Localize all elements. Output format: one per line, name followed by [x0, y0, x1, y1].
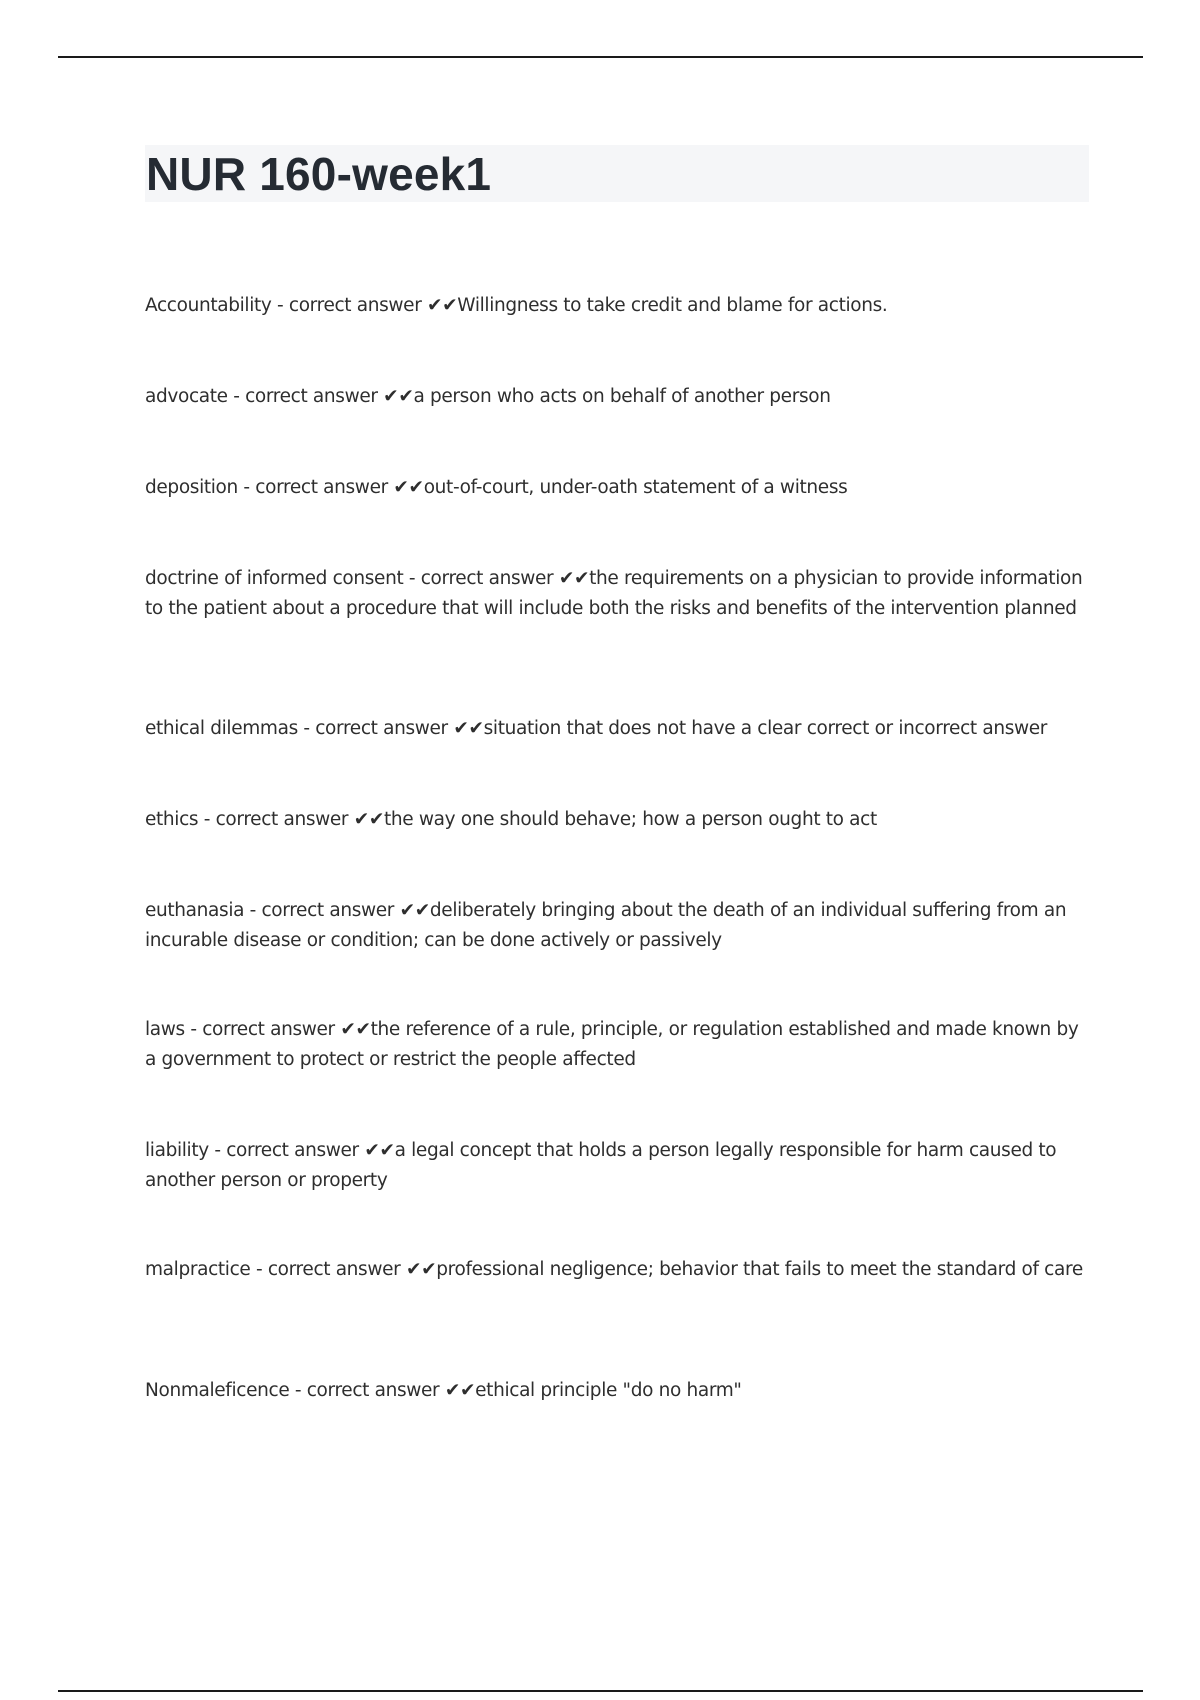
bottom-rule [58, 1690, 1143, 1692]
glossary-entry: Nonmaleficence - correct answer ✔✔ethical principle "do no harm" [145, 1380, 742, 1401]
top-rule [58, 56, 1143, 58]
glossary-entry: euthanasia - correct answer ✔✔deliberately bringing about the death of an individual suffering from an incurable disease or condition; can be done actively or passively [145, 900, 1067, 951]
glossary-entry: malpractice - correct answer ✔✔professional negligence; behavior that fails to meet the standard of care [145, 1259, 1083, 1280]
glossary-entry: doctrine of informed consent - correct answer ✔✔the requirements on a physician to provide information to the patient about a procedure that will include both the risks and benefits of the intervention planned [145, 568, 1083, 619]
glossary-entry: Accountability - correct answer ✔✔Willingness to take credit and blame for actions. [145, 295, 888, 316]
glossary-entry: deposition - correct answer ✔✔out-of-court, under-oath statement of a witness [145, 477, 848, 498]
glossary-entry: advocate - correct answer ✔✔a person who acts on behalf of another person [145, 386, 831, 407]
glossary-entry: ethical dilemmas - correct answer ✔✔situation that does not have a clear correct or incorrect answer [145, 718, 1048, 739]
glossary-entry: liability - correct answer ✔✔a legal concept that holds a person legally responsible for harm caused to another person or property [145, 1140, 1057, 1191]
glossary-entry: laws - correct answer ✔✔the reference of a rule, principle, or regulation established and made known by a government to protect or restrict the people affected [145, 1019, 1079, 1070]
glossary-entry: ethics - correct answer ✔✔the way one should behave; how a person ought to act [145, 809, 877, 830]
page-title: NUR 160-week1 [146, 148, 492, 200]
